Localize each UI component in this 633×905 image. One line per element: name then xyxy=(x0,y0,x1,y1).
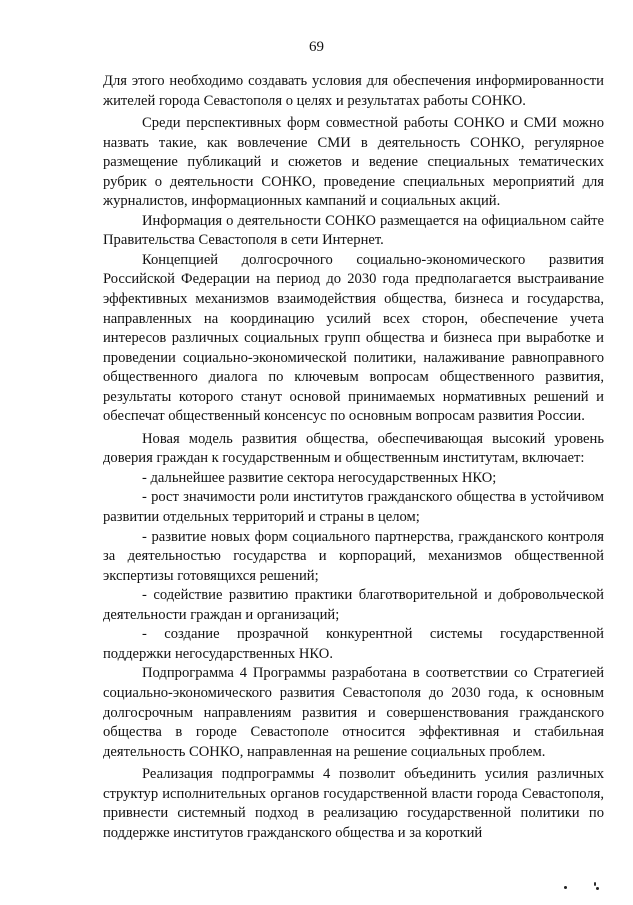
bullet-social-partnership: - развитие новых форм социального партнерства, гражданского контроля за деятельностью государства и корпораций, механизмов общественной экспертизы готовящихся решений; xyxy=(103,528,604,584)
document-body xyxy=(103,72,604,843)
paragraph-government-website: Информация о деятельности СОНКО размещается на официальном сайте Правительства Севастополя в сети Интернет. xyxy=(103,212,604,249)
scan-mark-dot xyxy=(596,887,599,890)
paragraph-media-cooperation: Среди перспективных форм совместной работы СОНКО и СМИ можно назвать такие, как вовлечение СМИ в деятельность СОНКО, регулярное размещение публикаций и сюжетов и ведение специальных тематических рубрик о деятельности СОНКО, проведение специальных мероприятий для журналистов, информационных кампаний и социальных акций. xyxy=(103,115,604,210)
bullet-nko-sector: - дальнейшее развитие сектора негосударственных НКО; xyxy=(142,469,497,486)
paragraph-subprogram-4-implementation: Реализация подпрограммы 4 позволит объединить усилия различных структур исполнительных органов государственной власти города Севастополя, привнести системный подход в реализацию государственной политики по поддержке институтов гражданского общества и за короткий xyxy=(103,766,604,841)
scan-mark-dot xyxy=(594,882,596,886)
page-number: 69 xyxy=(309,39,324,55)
bullet-civil-institutions: - рост значимости роли институтов гражданского общества в устойчивом развитии отдельных территорий и страны в целом; xyxy=(103,489,604,526)
paragraph-new-model: Новая модель развития общества, обеспечивающая высокий уровень доверия граждан к государственным и общественным институтам, включает: xyxy=(103,430,604,467)
scan-mark-dot xyxy=(564,886,567,889)
paragraph-informing-residents: Для этого необходимо создавать условия для обеспечения информированности жителей города Севастополя о целях и результатах работы СОНКО. xyxy=(103,73,604,109)
paragraph-long-term-concept: Концепцией долгосрочного социально-экономического развития Российской Федерации на период до 2030 года предполагается выстраивание эффективных механизмов взаимодействия общества, бизнеса и государства, направленных на координацию усилий всех сторон, обеспечение учета интересов различных социальных групп общества и бизнеса при выработке и проведении социально-экономической политики, налаживание равноправного общественного диалога по ключевым вопросам общественного развития, результаты которого станут основой принимаемых нормативных решений и обеспечат общественный консенсус по основным вопросам развития России. xyxy=(103,251,604,425)
scan-marks xyxy=(560,880,610,894)
paragraph-subprogram-4-strategy: Подпрограмма 4 Программы разработана в соответствии со Стратегией социально-экономического развития Севастополя до 2030 года, к основным долгосрочным направлениям развития и совершенствования гражданского общества в городе Севастополе относится эффективная и стабильная деятельность СОНКО, направленная на решение социальных проблем. xyxy=(103,665,604,760)
bullet-state-support-system: - создание прозрачной конкурентной системы государственной поддержки негосударственных НКО. xyxy=(103,626,604,662)
bullet-charity-volunteering: - содействие развитию практики благотворительной и добровольческой деятельности граждан и организаций; xyxy=(103,587,604,623)
